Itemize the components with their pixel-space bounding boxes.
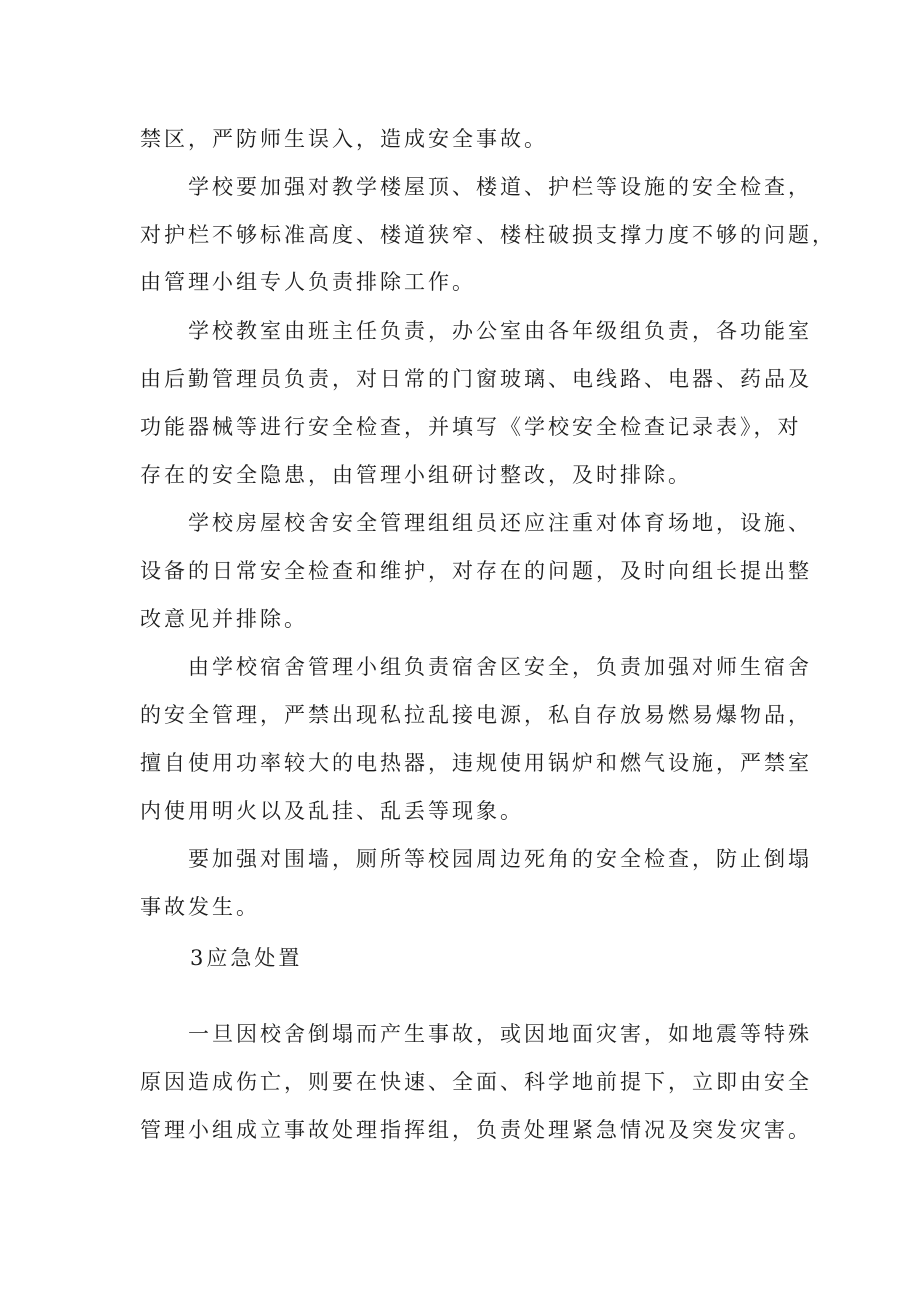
paragraph-line: 事故发生。 xyxy=(140,895,260,919)
paragraph-line: 设备的日常安全检查和维护，对存在的问题，及时向组长提出整 xyxy=(140,559,812,583)
paragraph-line: 对护栏不够标准高度、楼道狭窄、楼柱破损支撑力度不够的问题， xyxy=(140,223,836,247)
section-heading: 3应急处置 xyxy=(190,946,303,970)
paragraph-line: 的安全管理，严禁出现私拉乱接电源，私自存放易燃易爆物品， xyxy=(140,703,812,727)
paragraph-line: 由后勤管理员负责，对日常的门窗玻璃、电线路、电器、药品及 xyxy=(140,367,812,391)
paragraph-line: 由管理小组专人负责排除工作。 xyxy=(140,270,476,294)
paragraph-line: 功能器械等进行安全检查，并填写《学校安全检查记录表》，对 xyxy=(140,415,802,439)
paragraph-line: 一旦因校舍倒塌而产生事故，或因地面灾害，如地震等特殊 xyxy=(188,1022,812,1046)
paragraph-line: 学校教室由班主任负责，办公室由各年级组负责，各功能室 xyxy=(188,319,812,343)
paragraph-line: 存在的安全隐患，由管理小组研讨整改，及时排除。 xyxy=(140,463,692,487)
paragraph-line: 原因造成伤亡，则要在快速、全面、科学地前提下，立即由安全 xyxy=(140,1070,812,1094)
paragraph-line: 改意见并排除。 xyxy=(140,607,308,631)
paragraph-line: 管理小组成立事故处理指挥组，负责处理紧急情况及突发灾害。 xyxy=(140,1118,812,1142)
paragraph-line: 擅自使用功率较大的电热器，违规使用锅炉和燃气设施，严禁室 xyxy=(140,751,812,775)
paragraph-line: 学校房屋校舍安全管理组组员还应注重对体育场地，设施、 xyxy=(188,511,812,535)
paragraph-line: 要加强对围墙，厕所等校园周边死角的安全检查，防止倒塌 xyxy=(188,847,812,871)
paragraph-line: 内使用明火以及乱挂、乱丢等现象。 xyxy=(140,799,524,823)
paragraph-line: 由学校宿舍管理小组负责宿舍区安全，负责加强对师生宿舍 xyxy=(188,655,812,679)
paragraph-line: 学校要加强对教学楼屋顶、楼道、护栏等设施的安全检查， xyxy=(188,175,812,199)
paragraph-line: 禁区，严防师生误入，造成安全事故。 xyxy=(140,127,548,151)
